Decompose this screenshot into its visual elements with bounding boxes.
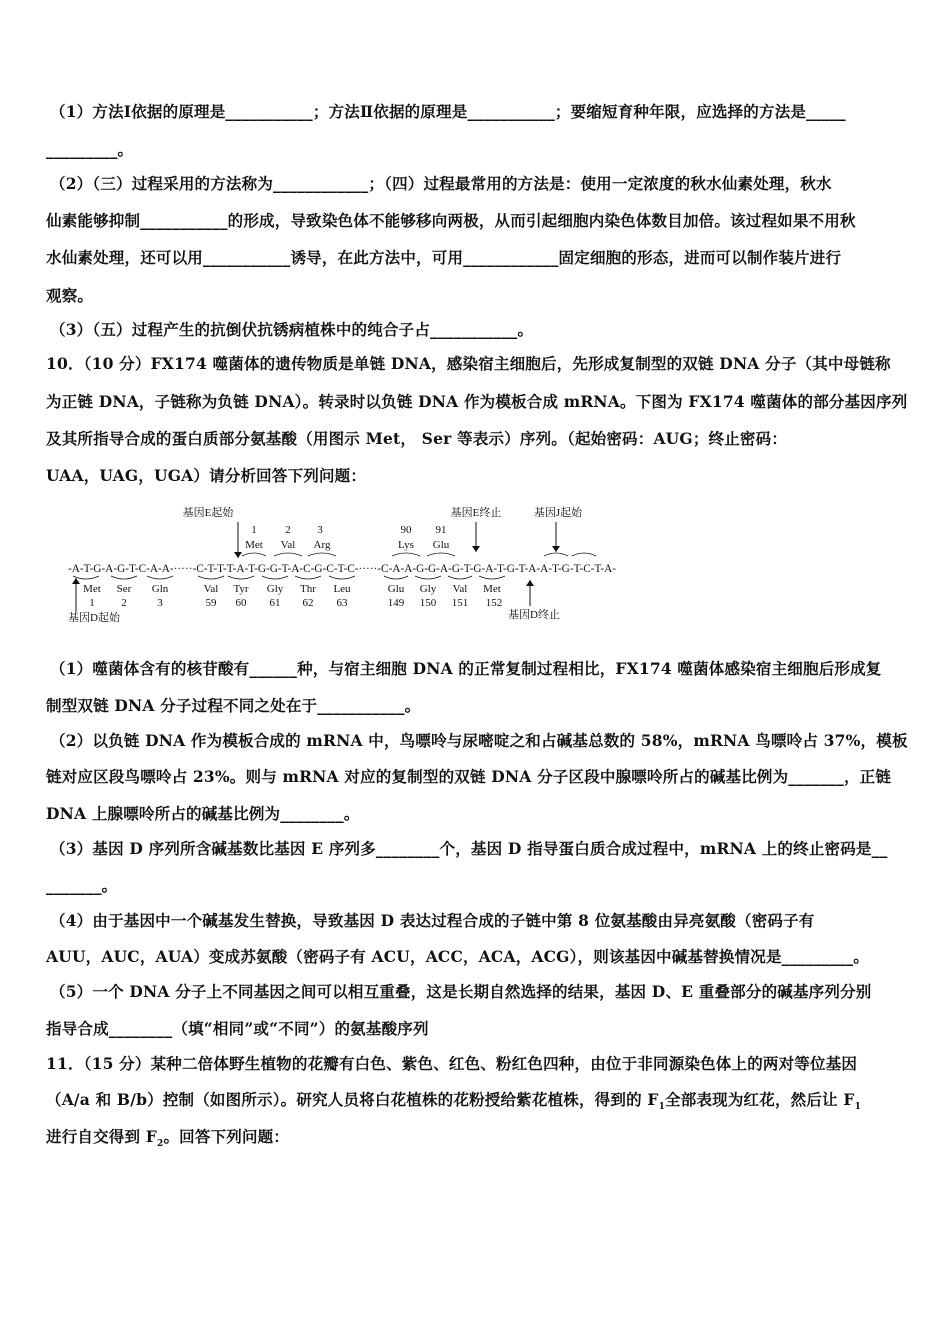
q9-part2-line2: 仙素能够抑制___________的形成，导致染色体不能够移向两极，从而引起细胞内染色体数目加倍。该过程如果不用秋	[46, 211, 856, 230]
q11-f1-subscript-2: 1	[854, 1102, 862, 1113]
q11-line3-text-a: 进行自交得到 F	[46, 1127, 158, 1146]
bottom-amino-acid: Tyr	[233, 583, 249, 595]
bottom-amino-acid: Glu	[387, 583, 405, 595]
q9-part1-line2: _________。	[46, 140, 134, 159]
q10-stem-line1: 10．（10 分）FX174 噬菌体的遗传物质是单链 DNA，感染宿主细胞后，先形成复制型的双链 DNA 分子（其中母链称	[46, 354, 891, 373]
q11-stem-line2	[46, 1089, 906, 1118]
q10-stem-line3: 及其所指导合成的蛋白质部分氨基酸（用图示 Met， Ser 等表示）序列。（起始密码：AUG；终止密码：	[46, 429, 788, 448]
bottom-num: 61	[269, 597, 281, 609]
bottom-amino-acid: Gly	[419, 583, 437, 595]
gene-e-end-arrowhead	[472, 546, 480, 552]
gene-j-start-arrowhead	[552, 546, 560, 552]
q10-s2-line1: （2）以负链 DNA 作为模板合成的 mRNA 中，鸟嘌呤与尿嘧啶之和占碱基总数的 58%，mRNA 鸟嘌呤占 37%，模板	[50, 731, 908, 750]
bottom-codon-braces	[73, 576, 505, 579]
bottom-num: 1	[89, 597, 95, 609]
q9-part3: （3）（五）过程产生的抗倒伏抗锈病植株中的纯合子占___________。	[50, 320, 534, 339]
q9-part2-line3: 水仙素处理，还可以用___________诱导，在此方法中，可用____________固定细胞的形态，进而可以制作装片进行	[46, 248, 842, 267]
bottom-num: 59	[205, 597, 217, 609]
q10-s5-line2: 指导合成________（填“相同”或“不同”）的氨基酸序列	[46, 1019, 429, 1038]
bottom-num: 3	[157, 597, 163, 609]
q10-s4-line1: （4）由于基因中一个碱基发生替换，导致基因 D 表达过程合成的子链中第 8 位氨基酸由异亮氨酸（密码子有	[50, 911, 815, 930]
q10-s2-line2: 链对应区段鸟嘌呤占 23%。则与 mRNA 对应的复制型的双链 DNA 分子区段中腺嘌呤所占的碱基比例为_______，正链	[46, 767, 892, 786]
top-codon-braces	[242, 553, 596, 556]
q11-stem-line1: 11．（15 分）某种二倍体野生植物的花瓣有白色、紫色、红色、粉红色四种，由位于非同源染色体上的两对等位基因	[46, 1054, 858, 1073]
top-amino-acid: Arg	[313, 539, 331, 551]
bottom-num: 151	[451, 597, 469, 609]
top-num: 90	[400, 524, 412, 536]
gene-d-end-arrowhead	[526, 580, 534, 586]
bottom-num: 60	[235, 597, 247, 609]
bottom-num: 152	[485, 597, 503, 609]
bottom-amino-acid: Met	[83, 583, 101, 595]
bottom-num: 62	[302, 597, 314, 609]
top-num: 1	[251, 524, 257, 536]
gene-d-start-label: 基因D起始	[68, 612, 120, 624]
top-amino-acid: Met	[245, 539, 263, 551]
dna-sequence: -A-T-G-A-G-T-C-A-A-·····-C-T-T-T-A-T-G-G-T-A-C-G-C-T-C-·····-C-A-A-G-G-A-G-T-G-A-T-G-T-A-A-T-G-T-C-T-A-	[68, 563, 617, 575]
bottom-amino-acid: Leu	[333, 583, 351, 595]
bottom-num: 149	[387, 597, 405, 609]
bottom-amino-acid: Thr	[300, 583, 316, 595]
q9-part1-line1: （1）方法Ⅰ依据的原理是___________；方法Ⅱ依据的原理是___________；要缩短育种年限，应选择的方法是_____	[50, 102, 846, 121]
bottom-num: 150	[419, 597, 437, 609]
gene-d-end-label: 基因D终止	[508, 609, 560, 621]
bottom-num: 63	[336, 597, 348, 609]
q11-f1-subscript: 1	[658, 1102, 666, 1113]
bottom-amino-acid: Gln	[151, 583, 169, 595]
q10-stem-line4: UAA，UAG，UGA）请分析回答下列问题：	[46, 466, 367, 485]
top-amino-acid: Glu	[432, 539, 450, 551]
top-amino-acid: Lys	[398, 539, 414, 551]
bottom-amino-acid: Met	[483, 583, 501, 595]
q10-s1-line2: 制型双链 DNA 分子过程不同之处在于___________。	[46, 696, 421, 715]
q11-line3-text-b: 。回答下列问题：	[163, 1127, 290, 1146]
q10-s3-line1: （3）基因 D 序列所含碱基数比基因 E 序列多________个，基因 D 指导蛋白质合成过程中，mRNA 上的终止密码是__	[50, 839, 888, 858]
top-num: 91	[435, 524, 447, 536]
q11-stem-line3	[46, 1126, 906, 1155]
bottom-amino-acid: Ser	[116, 583, 132, 595]
q11-line2-text-a: （A/a 和 B/b）控制（如图所示）。研究人员将白花植株的花粉授给紫花植株，得到的 F	[46, 1090, 659, 1109]
q10-s2-line3: DNA 上腺嘌呤所占的碱基比例为________。	[46, 804, 360, 823]
bottom-num: 2	[121, 597, 127, 609]
gene-e-start-arrowhead	[234, 552, 242, 558]
q10-s3-line2: _______。	[46, 876, 118, 895]
q11-f2-subscript: 2	[157, 1139, 164, 1150]
bottom-amino-acid: Gly	[266, 583, 284, 595]
bottom-amino-acid: Val	[203, 583, 219, 595]
q10-s4-line2: AUU，AUC，AUA）变成苏氨酸（密码子有 ACU，ACC，ACA，ACG），则该基因中碱基替换情况是_________。	[46, 947, 869, 966]
top-amino-acid: Val	[280, 539, 296, 551]
gene-sequence-diagram	[68, 500, 628, 630]
q10-s5-line1: （5）一个 DNA 分子上不同基因之间可以相互重叠，这是长期自然选择的结果，基因 D、E 重叠部分的碱基序列分别	[50, 982, 872, 1001]
gene-e-end-label: 基因E终止	[450, 507, 502, 519]
gene-d-start-arrowhead	[72, 578, 80, 584]
q9-part2-line1: （2）（三）过程采用的方法称为____________；（四）过程最常用的方法是：使用一定浓度的秋水仙素处理，秋水	[50, 174, 832, 193]
q9-part2-line4: 观察。	[46, 286, 94, 305]
gene-j-start-label: 基因J起始	[533, 507, 583, 519]
q10-s1-line1: （1）噬菌体含有的核苷酸有______种，与宿主细胞 DNA 的正常复制过程相比，FX174 噬菌体感染宿主细胞后形成复	[50, 659, 882, 678]
gene-e-start-label: 基因E起始	[182, 507, 234, 519]
q11-line2-text-b: 全部表现为红花，然后让 F	[665, 1090, 855, 1109]
top-num: 3	[317, 524, 323, 536]
top-num: 2	[285, 524, 291, 536]
bottom-amino-acid: Val	[452, 583, 468, 595]
q10-stem-line2: 为正链 DNA，子链称为负链 DNA）。转录时以负链 DNA 作为模板合成 mRNA。下图为 FX174 噬菌体的部分基因序列	[46, 392, 908, 411]
